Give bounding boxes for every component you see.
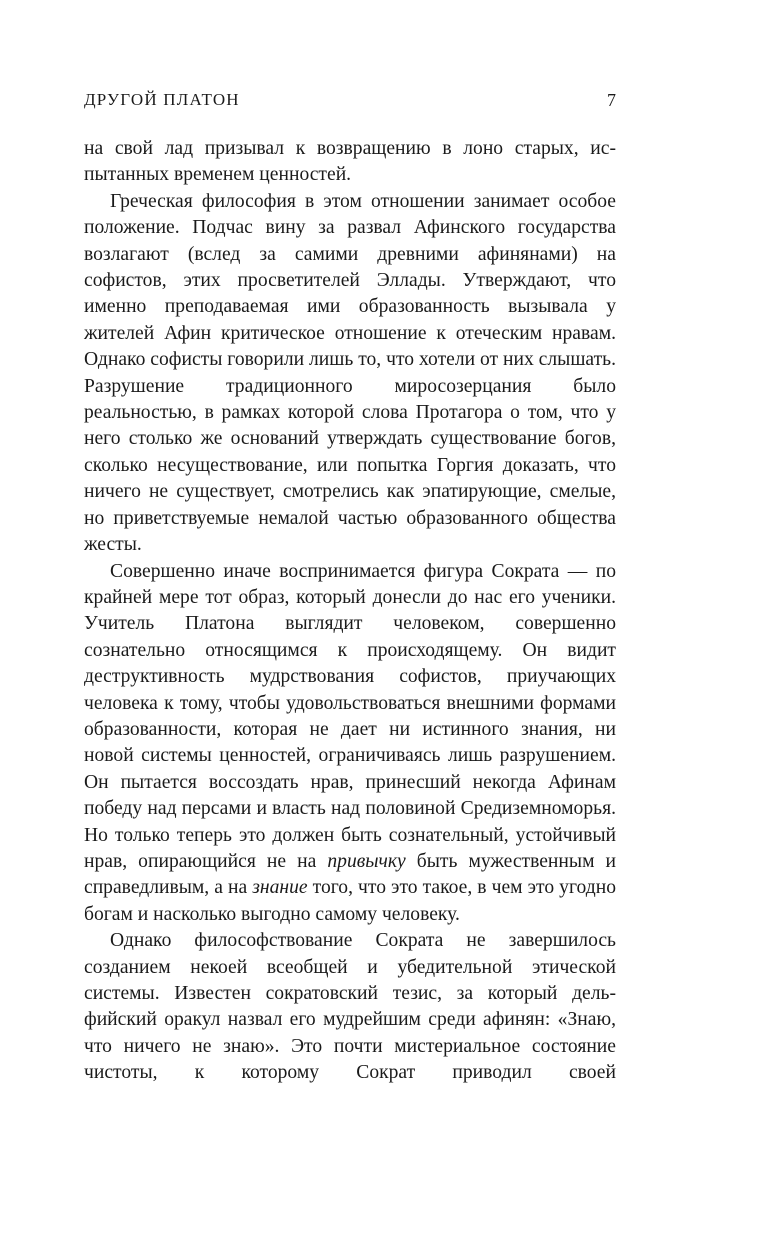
paragraph-socrates-part3: того, что это такое, в чем это угодно богам и насколько выгодно самому человеку. — [84, 877, 616, 925]
body-text — [84, 136, 616, 1087]
paragraph-continuation: на свой лад призывал к возвращению в лоно старых, испытанных временем ценностей. — [84, 138, 616, 186]
paragraph-greek-philosophy: Греческая философия в этом отношении занимает особое положение. Подчас вину за развал Афинского государства возлагают (вслед за самими древними афинянами) на софистов, этих просветителей Эллады. Утверждают, что именно преподаваемая ими образованность вызывала у жителей Афин критическое отношение к отеческим нравам. Однако софисты говорили лишь то, что хотели от них слышать. Разрушение традиционного миросозерцания было реальностью, в рамках которой слова Протагора о том, что у него столько же оснований утверждать существование богов, сколько несуществование, или попытка Горгия доказать, что ничего не существует, смотрелись как эпатирующие, смелые, но приветствуемые немалой частью образованного общества жесты. — [84, 190, 616, 556]
paragraph-socrates — [84, 559, 616, 929]
paragraph-socrates-part2: быть мужественным и справедливым, а на — [84, 850, 616, 899]
running-head — [84, 90, 616, 114]
paragraph-socratic-philosophizing: Однако философствование Сократа не завершилось созданием некоей всеобщей и убедительной этической системы. Известен сократовский тезис, за который дельфийский оракул назвал его мудрейшим среди афинян: «Знаю, что ничего не знаю». Это почти мистериальное состояние чистоты, к которому Сократ приводил своей — [84, 930, 616, 1084]
page-number: 7 — [607, 90, 616, 110]
emphasis-habit: привычку — [327, 850, 406, 872]
paragraph-socrates-part1: Совершенно иначе воспринимается фигура Сократа — по крайней мере тот образ, который донесли до нас его ученики. Учитель Платона выглядит человеком, совершенно сознательно относящимся к происходящему. Он видит деструктивность мудрствования софистов, приучающих человека к тому, чтобы удовольствоваться внешними формами образованности, которая не дает ни истинного знания, ни новой системы ценностей, ограничиваясь лишь разрушением. Он пытается воссоздать нрав, принесший некогда Афинам победу над персами и власть над половиной Средиземноморья. Но только теперь это должен быть сознательный, устойчивый нрав, опирающийся не на — [84, 560, 616, 872]
running-head-title: ДРУГОЙ ПЛАТОН — [84, 90, 240, 109]
emphasis-knowledge: знание — [252, 877, 308, 899]
